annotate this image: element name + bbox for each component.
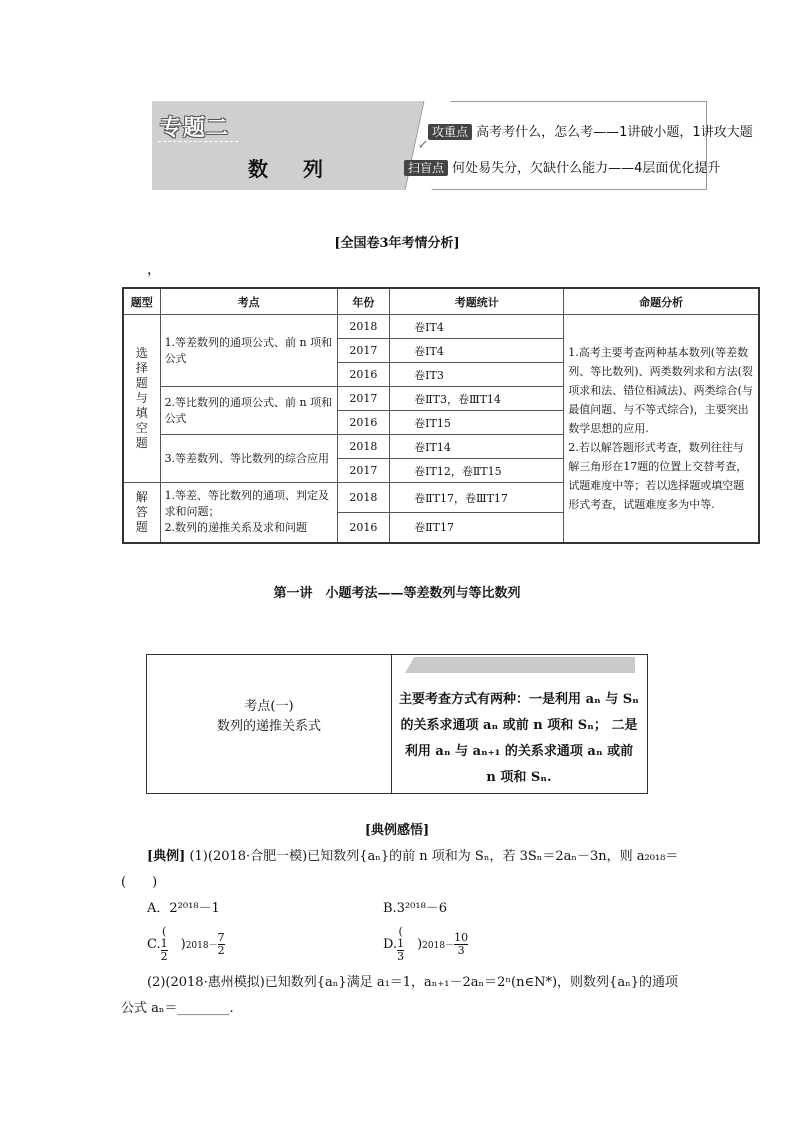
year-cell: 2016 bbox=[337, 363, 390, 387]
key-point-number: 考点(一) bbox=[244, 699, 294, 714]
option-d: D.( 1 3 )2018－ $\frac{10}{3}$ bbox=[383, 925, 469, 963]
option-d-frac: ( 1 3 bbox=[397, 925, 405, 963]
analysis-2: 2.若以解答题形式考查，数列往往与解三角形在17题的位置上交替考查，试题难度中等；若以选择题或填空题形式考查，试题难度多为中等. bbox=[568, 440, 748, 511]
header-year: 年份 bbox=[337, 288, 390, 315]
option-a: A．2²⁰¹⁸－1 bbox=[147, 901, 220, 916]
example-tag: [典例] bbox=[147, 849, 186, 864]
option-d-exp: 2018－ bbox=[422, 941, 455, 951]
stat-cell: 卷ⅠT3 bbox=[390, 363, 564, 387]
line-attack-text: 高考考什么，怎么考——1讲破小题，1讲攻大题 bbox=[476, 125, 753, 140]
option-c-frac: ( 1 2 bbox=[160, 925, 168, 963]
point-4 bbox=[160, 483, 337, 543]
example-2: (2)(2018·惠州模拟)已知数列{aₙ}满足 a₁＝1，aₙ₊₁－2aₙ＝2ⁿ(n∈N*)，则数列{aₙ}的通项 bbox=[147, 975, 678, 990]
year-cell: 2018 bbox=[337, 435, 390, 459]
example-2-answer: 公式 aₙ＝________. bbox=[121, 1001, 234, 1016]
example-1-text: (1)(2018·合肥一模)已知数列{aₙ}的前 n 项和为 Sₙ，若 3Sₙ＝2aₙ－3n，则 a₂₀₁₈＝ bbox=[189, 849, 679, 864]
banner-line-attack bbox=[428, 121, 753, 140]
point-3: 3.等差数列、等比数列的综合应用 bbox=[160, 435, 337, 483]
topic-banner bbox=[152, 101, 753, 190]
table-header-row bbox=[123, 288, 759, 315]
exam-analysis-table bbox=[122, 287, 760, 544]
stat-cell: 卷ⅡT3，卷ⅢT14 bbox=[390, 387, 564, 411]
banner-line-scan bbox=[404, 157, 720, 176]
key-point-desc: 主要考查方式有两种：一是利用 aₙ 与 Sₙ 的关系求通项 aₙ 或前 n 项和 Sₙ； 二是利用 aₙ 与 aₙ₊₁ 的关系求通项 aₙ 或前 n 项和 Sₙ. bbox=[399, 692, 639, 785]
key-point-divider bbox=[391, 655, 392, 793]
header-stat: 考题统计 bbox=[390, 288, 564, 315]
type-answer: 解答题 bbox=[123, 483, 160, 543]
banner-left-panel bbox=[152, 101, 430, 190]
topic-rule bbox=[158, 141, 238, 142]
topic-number: 专题二 bbox=[160, 116, 230, 141]
option-c: C.( 1 2 )2018－ $\frac{7}{2}$ bbox=[147, 925, 225, 963]
typical-title: [典例感悟] bbox=[364, 823, 430, 838]
analysis-title: [全国卷3年考情分析] bbox=[334, 236, 460, 251]
option-c-exp: 2018－ bbox=[185, 941, 218, 951]
tag-scan: 扫盲点 bbox=[404, 160, 448, 176]
option-c-label: C. bbox=[147, 937, 161, 952]
tag-attack: 攻重点 bbox=[428, 124, 472, 140]
header-point: 考点 bbox=[160, 288, 337, 315]
year-cell: 2017 bbox=[337, 339, 390, 363]
point-1: 1.等差数列的通项公式、前 n 项和公式 bbox=[160, 315, 337, 387]
key-point-bar bbox=[405, 657, 635, 673]
year-cell: 2016 bbox=[337, 513, 390, 543]
year-cell: 2018 bbox=[337, 315, 390, 339]
arrow-icon: ↙ bbox=[418, 137, 429, 151]
stat-cell: 卷ⅠT4 bbox=[390, 315, 564, 339]
line-scan-text: 何处易失分，欠缺什么能力——4层面优化提升 bbox=[452, 161, 721, 176]
type-choice: 选择题与填空题 bbox=[123, 315, 160, 483]
option-c-tail: $\frac{7}{2}$ bbox=[217, 931, 225, 957]
example-1-paren: ( ) bbox=[121, 875, 158, 890]
topic-title: 数 列 bbox=[248, 157, 337, 181]
year-cell: 2017 bbox=[337, 459, 390, 483]
option-d-label: D. bbox=[383, 937, 398, 952]
stat-cell: 卷ⅠT14 bbox=[390, 435, 564, 459]
year-cell: 2018 bbox=[337, 483, 390, 513]
option-d-tail: $\frac{10}{3}$ bbox=[454, 931, 469, 957]
banner-right-panel bbox=[424, 101, 707, 190]
year-cell: 2016 bbox=[337, 411, 390, 435]
header-type: 题型 bbox=[123, 288, 160, 315]
year-cell: 2017 bbox=[337, 387, 390, 411]
point-4a: 1.等差、等比数列的通项、判定及求和问题； bbox=[164, 489, 330, 519]
example-1 bbox=[147, 846, 687, 868]
analysis-1: 1.高考主要考查两种基本数列(等差数列、等比数列)、两类数列求和方法(裂项求和法、错位相减法)、两类综合(与最值问题、与不等式综合)，主要突出数学思想的应用. bbox=[568, 345, 753, 435]
analysis-cell bbox=[564, 315, 759, 543]
stat-cell: 卷ⅠT15 bbox=[390, 411, 564, 435]
key-point-box bbox=[146, 654, 648, 794]
stray-mark: ， bbox=[147, 262, 161, 278]
stat-cell: 卷ⅡT17 bbox=[390, 513, 564, 543]
option-b: B.3²⁰¹⁸－6 bbox=[383, 901, 448, 916]
stat-cell: 卷ⅠT4 bbox=[390, 339, 564, 363]
point-2: 2.等比数列的通项公式、前 n 项和公式 bbox=[160, 387, 337, 435]
key-point-name: 数列的递推关系式 bbox=[216, 719, 321, 734]
point-4b: 2.数列的递推关系及求和问题 bbox=[164, 521, 308, 535]
table-row bbox=[123, 315, 759, 339]
header-analysis: 命题分析 bbox=[564, 288, 759, 315]
lecture-title: 第一讲 小题考法——等差数列与等比数列 bbox=[273, 586, 521, 601]
stat-cell: 卷ⅠT12，卷ⅡT15 bbox=[390, 459, 564, 483]
stat-cell: 卷ⅡT17，卷ⅢT17 bbox=[390, 483, 564, 513]
